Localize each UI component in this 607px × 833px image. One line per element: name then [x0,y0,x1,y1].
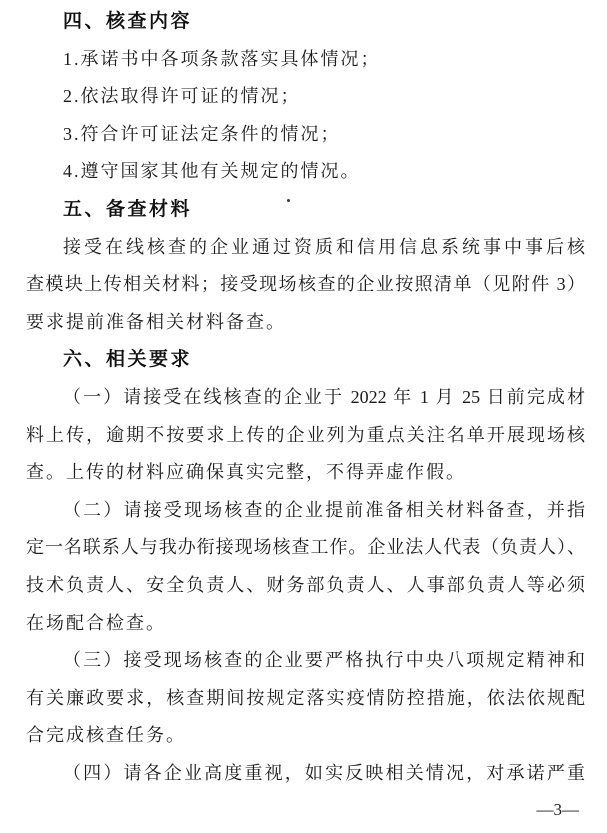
paragraph-line: （二）请接受现场核查的企业提前准备相关材料备查，并指 [63,499,585,520]
paragraph-line: 要求提前准备相关材料备查。 [26,311,286,332]
list-item-4: 4.遵守国家其他有关规定的情况。 [63,161,361,182]
paragraph-line: （三）接受现场核查的企业要严格执行中央八项规定精神和 [63,650,585,671]
paragraph-line: 技术负责人、安全负责人、财务部负责人、人事部负责人等必须 [26,574,585,595]
paragraph-line: （一）请接受在线核查的企业于 2022 年 1 月 25 日前完成材 [63,386,585,407]
paragraph-line: （四）请各企业高度重视，如实反映相关情况，对承诺严重 [63,762,585,783]
paragraph-line: 查。上传的材料应确保真实完整，不得弄虚作假。 [26,462,466,483]
paragraph-line: 在场配合检查。 [26,612,166,633]
list-item-1: 1.承诺书中各项条款落实具体情况； [63,48,381,69]
paragraph-line: 料上传，逾期不按要求上传的企业列为重点关注名单开展现场核 [26,424,585,445]
list-item-3: 3.符合许可证法定条件的情况； [63,123,341,144]
section-heading-6: 六、相关要求 [63,349,193,371]
scan-artifact-dot [287,199,290,202]
section-heading-5: 五、备查材料 [63,198,193,220]
section-heading-4: 四、核查内容 [63,11,193,32]
paragraph-line: 查模块上传相关材料；接受现场核查的企业按照清单（见附件 3） [26,274,585,295]
paragraph-line: 合完成核查任务。 [26,725,186,746]
list-item-2: 2.依法取得许可证的情况； [63,86,301,107]
paragraph-line: 定一名联系人与我办衔接现场核查工作。企业法人代表（负责人）、 [26,537,585,558]
paragraph-line: 接受在线核查的企业通过资质和信用信息系统事中事后核 [63,236,585,257]
page-number: —3— [536,800,579,819]
document-text-column [26,3,585,792]
paragraph-line: 有关廉政要求，核查期间按规定落实疫情防控措施，依法依规配 [26,687,585,708]
